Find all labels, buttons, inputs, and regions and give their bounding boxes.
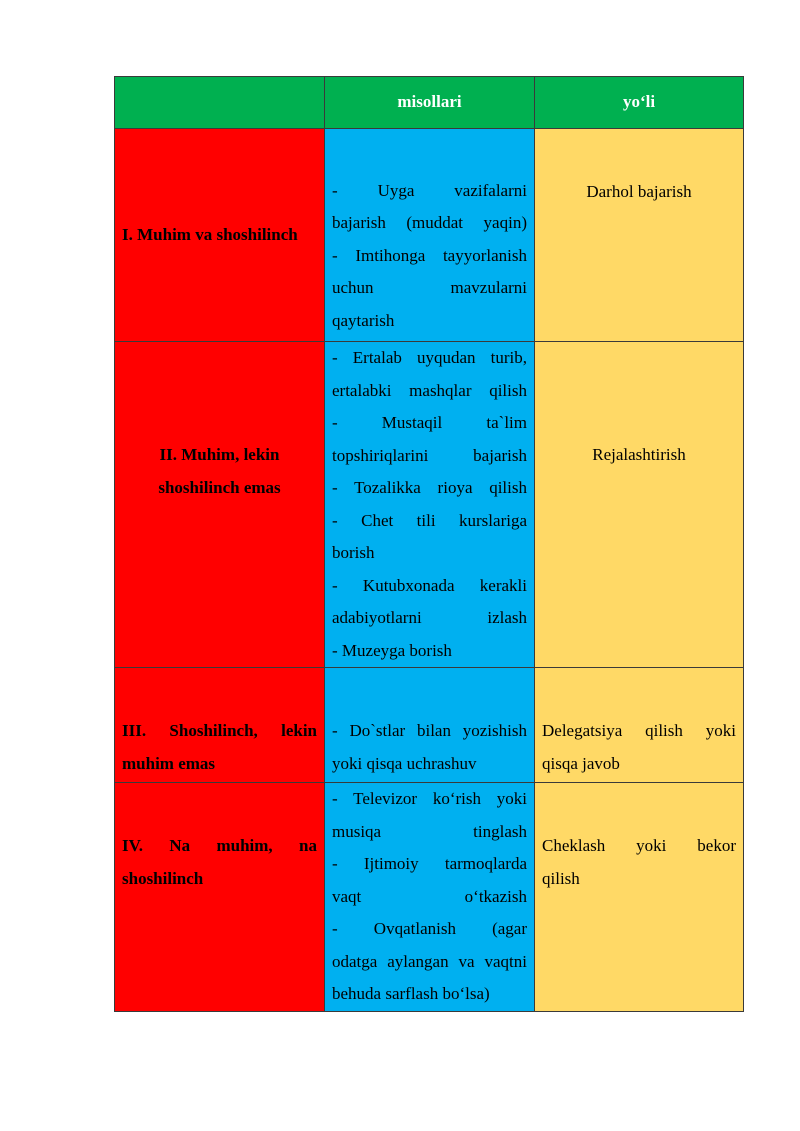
way-label: Darhol bajarish [586, 182, 692, 201]
category-label-line: III. Shoshilinch, lekin [122, 721, 317, 740]
category-cell [115, 783, 325, 1012]
example-line: behuda sarflash bo‘lsa) [332, 984, 490, 1003]
example-line: topshiriqlarini bajarish [332, 445, 527, 465]
example-line: - Muzeyga borish [332, 640, 452, 660]
way-label-line: Delegatsiya qilish yoki [542, 721, 736, 740]
category-cell [115, 668, 325, 783]
table-header-row [115, 77, 744, 129]
example-line: - Ijtimoiy tarmoqlarda [332, 854, 527, 873]
examples-cell [325, 783, 535, 1012]
category-label-line: shoshilinch [122, 868, 204, 888]
example-line: - Do`stlar bilan yozishish [332, 721, 527, 740]
example-line: - Chet tili kurslariga [332, 510, 527, 530]
category-label-line: muhim emas [122, 753, 216, 773]
way-cell [535, 342, 744, 668]
eisenhower-matrix-table [114, 76, 744, 1012]
category-label-line: II. Muhim, lekin [159, 445, 280, 464]
way-cell [535, 783, 744, 1012]
example-line: uchun mavzularni [332, 278, 527, 297]
header-cell-category [115, 77, 325, 129]
example-line: adabiyotlarni izlash [332, 608, 527, 627]
table-row [115, 129, 744, 342]
table-row [115, 783, 744, 1012]
example-line: - Imtihonga tayyorlanish [332, 245, 527, 265]
header-cell-way: yo‘li [535, 77, 744, 129]
example-line: qaytarish [332, 310, 395, 330]
example-line: - Ovqatlanish (agar [332, 919, 527, 938]
example-line: yoki qisqa uchrashuv [332, 753, 477, 773]
example-line: - Tozalikka rioya qilish [332, 478, 527, 497]
way-label-line: qilish [542, 868, 580, 888]
category-cell [115, 129, 325, 342]
table-row [115, 342, 744, 668]
example-line: - Uyga vazifalarni [332, 180, 527, 200]
example-line: vaqt o‘tkazish [332, 886, 527, 906]
example-line: - Mustaqil ta`lim [332, 413, 527, 432]
examples-cell [325, 129, 535, 342]
example-line: musiqa tinglash [332, 821, 527, 841]
example-line: - Ertalab uyqudan turib, [332, 348, 527, 367]
way-label-line: qisqa javob [542, 753, 620, 773]
example-line: odatga aylangan va vaqtni [332, 951, 527, 971]
example-line: bajarish (muddat yaqin) [332, 213, 527, 232]
example-line: borish [332, 543, 375, 562]
example-line: - Televizor ko‘rish yoki [332, 789, 527, 808]
category-cell [115, 342, 325, 668]
way-cell [535, 668, 744, 783]
category-label-line: IV. Na muhim, na [122, 836, 317, 855]
way-cell [535, 129, 744, 342]
examples-cell [325, 342, 535, 668]
header-cell-examples: misollari [325, 77, 535, 129]
way-label-line: Cheklash yoki bekor [542, 836, 736, 855]
table-row [115, 668, 744, 783]
example-line: - Kutubxonada kerakli [332, 575, 527, 595]
category-label-line: shoshilinch emas [158, 477, 281, 497]
category-label: I. Muhim va shoshilinch [122, 224, 298, 244]
example-line: ertalabki mashqlar qilish [332, 380, 527, 400]
way-label: Rejalashtirish [592, 445, 686, 464]
examples-cell [325, 668, 535, 783]
